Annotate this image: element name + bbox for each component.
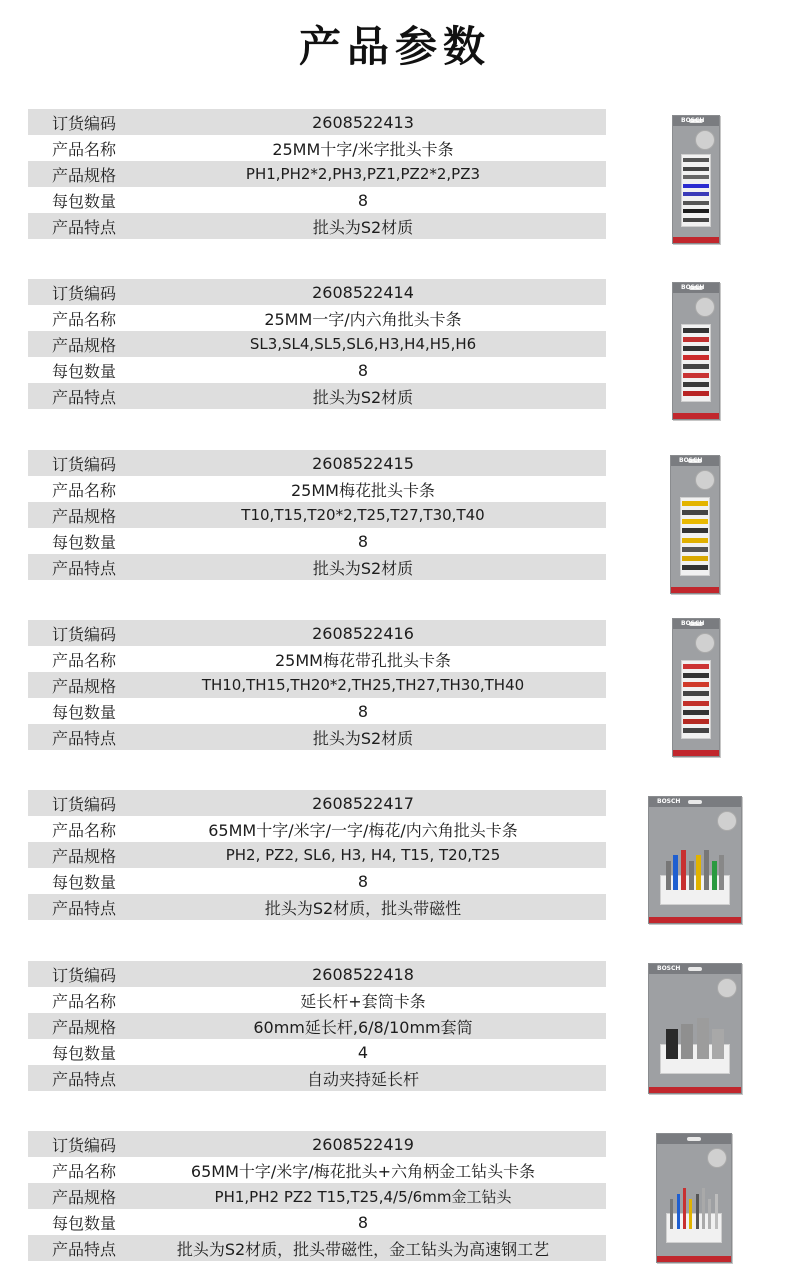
bit [683,184,709,188]
spec-row [28,1235,606,1261]
bit [683,382,709,387]
spec-value: PH2, PZ2, SL6, H3, H4, T15, T20,T25 [225,846,501,864]
spec-row [28,1065,606,1091]
bit [683,346,709,351]
bit [704,850,709,890]
spec-row [28,724,606,750]
bit-set [682,501,709,570]
bit [683,355,709,360]
bit [683,728,709,733]
bit-set [683,158,709,222]
product-image [670,455,720,594]
bit [683,328,709,333]
spec-row [28,868,606,894]
bit [677,1194,680,1229]
tool-icon [695,633,715,653]
spec-row [28,305,606,331]
spec-row [28,331,606,357]
spec-value: 2608522415 [312,453,414,473]
bit [682,501,709,506]
brand-logo: BOSCH [681,284,705,291]
spec-table [28,790,606,920]
spec-value: 65MM十字/米字/梅花批头+六角柄金工钻头卡条 [190,1161,536,1181]
spec-label: 订货编码 [51,1135,116,1155]
spec-value: 2608522413 [312,112,414,132]
bit [683,218,709,222]
bit [683,673,709,678]
spec-value: 25MM梅花批头卡条 [291,480,435,500]
bit [708,1199,711,1229]
spec-value: 8 [357,360,369,380]
spec-label: 产品特点 [51,217,116,237]
spec-row [28,672,606,698]
spec-value: 2608522417 [312,793,414,813]
spec-row [28,476,606,502]
spec-row [28,894,606,920]
spec-label: 产品特点 [51,898,116,918]
package-footer [673,750,719,756]
spec-table [28,620,606,750]
spec-label: 产品名称 [51,139,116,159]
spec-row [28,1209,606,1235]
page-title: 产品参数 [298,22,491,71]
tool-icon [695,297,715,317]
bit [683,175,709,179]
brand-logo: BOSCH [657,965,681,972]
bit [712,1029,724,1059]
brand-logo: BOSCH [679,457,703,464]
spec-label: 订货编码 [51,624,116,644]
tool-icon [707,1148,727,1168]
spec-label: 产品规格 [51,1187,116,1207]
spec-row [28,450,606,476]
spec-value: 4 [357,1042,369,1062]
spec-table [28,279,606,409]
spec-row [28,646,606,672]
tool-icon [717,811,737,831]
spec-value: 批头为S2材质 [312,558,414,578]
spec-value: 25MM梅花带孔批头卡条 [275,650,451,670]
spec-value: 25MM十字/米字批头卡条 [272,139,454,159]
bit-set [683,328,709,396]
spec-label: 产品特点 [51,728,116,748]
brand-logo: BOSCH [681,620,705,627]
spec-row [28,1013,606,1039]
spec-row [28,357,606,383]
spec-label: 每包数量 [51,1043,116,1063]
bit [682,519,709,524]
bit [670,1199,673,1229]
package-footer [673,413,719,419]
bit [683,691,709,696]
spec-value: 2608522418 [312,964,414,984]
package-footer [657,1256,731,1262]
spec-label: 每包数量 [51,702,116,722]
bit [683,710,709,715]
spec-table [28,450,606,580]
brand-logo: BOSCH [657,798,681,805]
spec-row [28,109,606,135]
bit [683,158,709,162]
spec-label: 产品名称 [51,991,116,1011]
package-footer [671,587,719,593]
spec-label: 产品特点 [51,1239,116,1259]
spec-value: 25MM一字/内六角批头卡条 [264,309,462,329]
bit [666,1029,678,1059]
spec-row [28,816,606,842]
spec-label: 订货编码 [51,965,116,985]
spec-label: 产品特点 [51,1069,116,1089]
bit [682,556,709,561]
package-footer [673,237,719,243]
spec-value: 60mm延长杆,6/8/10mm套筒 [253,1017,473,1037]
spec-label: 每包数量 [51,361,116,381]
spec-value: 2608522414 [312,282,414,302]
hang-hole [687,1137,701,1141]
spec-label: 产品名称 [51,820,116,840]
bit [666,861,671,890]
spec-table [28,1131,606,1261]
spec-value: 自动夹持延长杆 [306,1069,419,1089]
bit [682,528,709,533]
bit [683,373,709,378]
spec-label: 每包数量 [51,1213,116,1233]
spec-row [28,554,606,580]
tool-icon [695,470,715,490]
spec-value: 8 [357,701,369,721]
spec-value: 2608522416 [312,623,414,643]
bit-set [670,1183,717,1229]
bit [715,1194,718,1229]
hang-hole [688,967,702,971]
spec-value: SL3,SL4,SL5,SL6,H3,H4,H5,H6 [249,335,477,353]
package-footer [649,1087,741,1093]
spec-label: 产品名称 [51,650,116,670]
bit [683,701,709,706]
spec-row [28,987,606,1013]
bit [682,510,709,515]
tool-icon [695,130,715,150]
spec-row [28,135,606,161]
spec-value: PH1,PH2 PZ2 T15,T25,4/5/6mm金工钻头 [214,1187,512,1206]
spec-label: 产品特点 [51,558,116,578]
spec-value: 批头为S2材质 [312,728,414,748]
bit [683,167,709,171]
product-image [672,618,720,757]
spec-row [28,187,606,213]
spec-value: 65MM十字/米字/一字/梅花/内六角批头卡条 [208,820,518,840]
bit-set [683,664,709,733]
spec-row [28,1131,606,1157]
spec-table [28,109,606,239]
spec-label: 订货编码 [51,283,116,303]
bit [689,861,694,890]
bit [683,391,709,396]
hang-hole [688,800,702,804]
spec-value: 8 [357,531,369,551]
product-image [672,115,720,244]
product-image [648,963,742,1094]
spec-row [28,790,606,816]
spec-label: 每包数量 [51,191,116,211]
bit [683,1188,686,1229]
spec-row [28,1039,606,1065]
spec-label: 产品规格 [51,1017,116,1037]
spec-value: 8 [357,1212,369,1232]
bit [702,1188,705,1229]
spec-row [28,383,606,409]
bit [712,861,717,890]
spec-label: 订货编码 [51,794,116,814]
bit [683,364,709,369]
spec-row [28,698,606,724]
package-footer [649,917,741,923]
spec-label: 产品名称 [51,309,116,329]
product-image [672,282,720,420]
spec-table [28,961,606,1091]
spec-row [28,213,606,239]
spec-value: 批头为S2材质，批头带磁性，金工钻头为高速钢工艺 [176,1239,550,1259]
spec-row [28,842,606,868]
spec-label: 订货编码 [51,454,116,474]
product-image [648,796,742,924]
bit-set [666,845,725,890]
spec-row [28,961,606,987]
bit [683,201,709,205]
spec-row [28,620,606,646]
spec-value: 2608522419 [312,1134,414,1154]
bit [683,209,709,213]
spec-label: 产品规格 [51,676,116,696]
spec-row [28,1183,606,1209]
spec-value: PH1,PH2*2,PH3,PZ1,PZ2*2,PZ3 [245,165,481,183]
bit [683,192,709,196]
spec-value: 8 [357,190,369,210]
spec-value: 批头为S2材质 [312,217,414,237]
bit [719,855,724,890]
bit [681,1024,693,1059]
bit [689,1199,692,1229]
spec-label: 产品规格 [51,335,116,355]
product-image [656,1133,732,1263]
bit [682,538,709,543]
spec-value: 8 [357,871,369,891]
brand-logo: BOSCH [681,117,705,124]
spec-label: 产品规格 [51,165,116,185]
spec-label: 产品名称 [51,480,116,500]
spec-value: 批头为S2材质 [312,387,414,407]
bit [673,855,678,890]
spec-value: TH10,TH15,TH20*2,TH25,TH27,TH30,TH40 [201,676,525,694]
spec-value: 延长杆+套筒卡条 [300,991,426,1011]
spec-row [28,279,606,305]
spec-row [28,528,606,554]
spec-label: 产品名称 [51,1161,116,1181]
bit [682,547,709,552]
bit [683,682,709,687]
spec-label: 每包数量 [51,872,116,892]
spec-label: 产品规格 [51,506,116,526]
spec-label: 产品特点 [51,387,116,407]
bit [681,850,686,890]
spec-label: 每包数量 [51,532,116,552]
spec-row [28,1157,606,1183]
spec-row [28,161,606,187]
spec-value: 批头为S2材质，批头带磁性 [264,898,462,918]
spec-row [28,502,606,528]
bit [683,337,709,342]
spec-value: T10,T15,T20*2,T25,T27,T30,T40 [241,506,485,524]
bit [683,664,709,669]
spec-label: 订货编码 [51,113,116,133]
bit [683,719,709,724]
bit-set [666,1013,725,1059]
bit [682,565,709,570]
bit [696,1194,699,1229]
bit [697,1018,709,1059]
tool-icon [717,978,737,998]
bit [696,855,701,890]
spec-label: 产品规格 [51,846,116,866]
